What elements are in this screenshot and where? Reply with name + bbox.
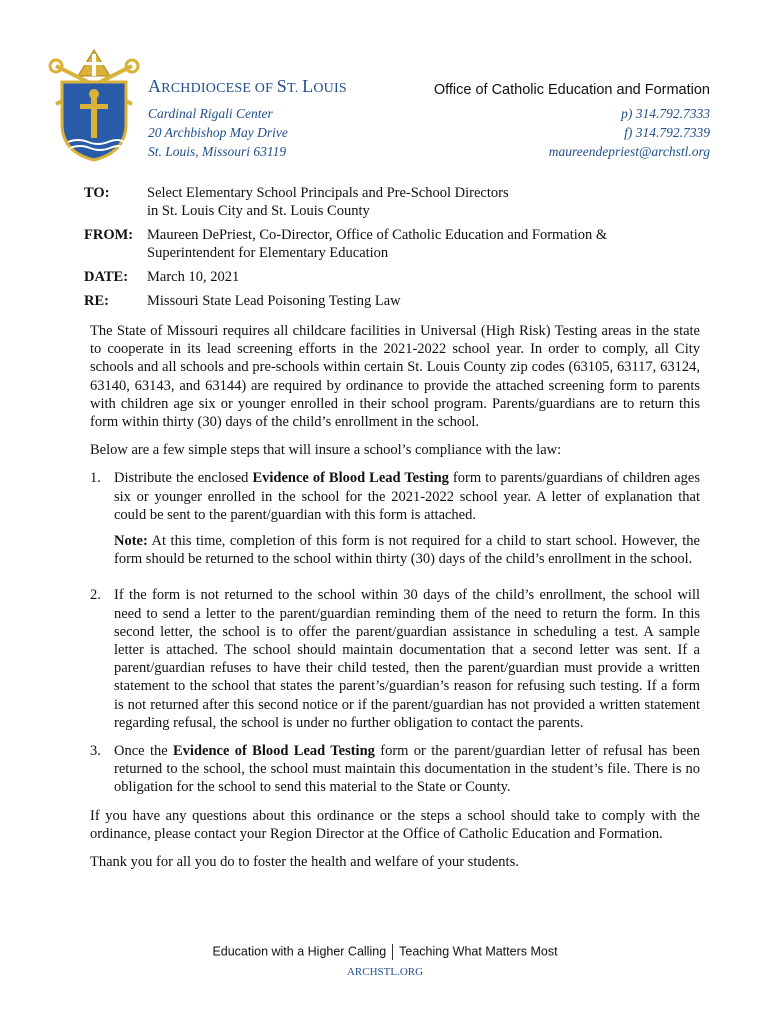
memo-to-line-2: in St. Louis City and St. Louis County: [147, 203, 370, 219]
office-name: Office of Catholic Education and Formation: [433, 82, 710, 98]
memo-date-row: [84, 268, 704, 286]
memo-date-label: DATE:: [84, 269, 129, 285]
step-1: [90, 469, 700, 576]
memo-re-label: RE:: [84, 293, 109, 309]
note-label: Note:: [114, 533, 148, 550]
step-3: [90, 742, 700, 797]
memo-from-line-2: Superintendent for Elementary Education: [147, 245, 389, 261]
memo-header: [84, 184, 704, 316]
memo-from-line-1: Maureen DePriest, Co-Director, Office of Catholic Education and Formation &: [147, 227, 608, 243]
memo-from-row: [84, 226, 704, 262]
archdiocese-crest-logo: [48, 46, 140, 164]
letter-body: [90, 322, 700, 881]
note-text: At this time, completion of this form is not required for a child to start school. However, the form should be returned to the school within thirty (30) days of the child’s enrollment in the school.: [114, 533, 700, 568]
footer-motto: [0, 944, 770, 960]
step-3-text-a: Once the: [114, 743, 174, 760]
footer-website-link[interactable]: ARCHSTL.ORG: [346, 966, 424, 978]
email-address[interactable]: maureendepriest@archstl.org: [548, 144, 710, 159]
memo-from-value: [147, 226, 704, 262]
motto-separator: [392, 944, 393, 960]
steps-intro-paragraph: Below are a few simple steps that will insure a school’s compliance with the law:: [90, 442, 562, 459]
step-2-text: If the form is not returned to the school within 30 days of the child’s enrollment, the school will need to send a letter to the parent/guardian reminding them of the need to return the form. In this second letter, the school is to offer the parent/guardian assistance in scheduling a test. A sample letter is attached. The school should maintain documentation that a second letter was sent. If a parent/guardian refuses to have their child tested, then the parent/guardian must provide a written statement to the school that states the parent’s/guardian’s reason for refusing such testing. If a form is not returned after this second notice or if the parent/guardian has not provided a written statement regarding refusal, the school is under no further obligation to contact the parents.: [114, 587, 700, 731]
step-2-number: 2.: [90, 587, 101, 604]
memo-date-value: March 10, 2021: [147, 269, 240, 285]
step-2: [90, 586, 700, 732]
step-1-text: [114, 469, 700, 576]
step-3-text: [114, 742, 700, 797]
address-line-2: 20 Archbishop May Drive: [148, 125, 288, 140]
step-1-note: [114, 532, 700, 568]
step-1-text-b: form to parents/guardians of children ages six or younger enrolled in the school for the 2021-2022 school year. A letter of explanation that could be sent to the parent/guardian with this form is attached.: [114, 470, 701, 523]
memo-to-line-1: Select Elementary School Principals and Pre-School Directors: [147, 185, 509, 201]
step-3-form-name: Evidence of Blood Lead Testing: [173, 743, 375, 760]
questions-paragraph: If you have any questions about this ordinance or the steps a school should take to comply with the ordinance, please contact your Region Director at the Office of Catholic Education and Formation.: [90, 807, 700, 842]
motto-right: Teaching What Matters Most: [399, 944, 558, 959]
intro-paragraph: The State of Missouri requires all childcare facilities in Universal (High Risk) Testing areas in the state to cooperate in its lead screening efforts in the 2021-2022 school year. In order to comply, all City schools and all schools and pre-schools within certain St. Louis County zip codes (63105, 63117, 63124, 63140, 63143, and 63144) are required by ordinance to provide the attached screening form to parents with children age six or younger enrolled in their school program. Parents/guardians are to return this form within thirty (30) days of the child’s enrollment in the school.: [90, 323, 700, 431]
memo-re-row: [84, 292, 704, 310]
phone-number: p) 314.792.7333: [621, 106, 710, 121]
fax-number: f) 314.792.7339: [624, 125, 710, 140]
address-line-1: Cardinal Rigali Center: [148, 106, 273, 121]
step-1-form-name: Evidence of Blood Lead Testing: [252, 470, 449, 487]
step-1-text-a: Distribute the enclosed: [114, 470, 253, 487]
step-3-text-b: form or the parent/guardian letter of refusal has been returned to the school, the school must maintain this documentation in the student’s file. There is no obligation for the school to send this material to the State or County.: [114, 743, 701, 796]
address-line-3: St. Louis, Missouri 63119: [148, 144, 287, 159]
step-3-number: 3.: [90, 743, 101, 760]
memo-re-value: Missouri State Lead Poisoning Testing Law: [147, 293, 401, 309]
memo-from-label: FROM:: [84, 227, 134, 243]
memo-to-label: TO:: [84, 185, 110, 201]
address-block: [148, 104, 288, 161]
memo-to-row: [84, 184, 704, 220]
motto-left: Education with a Higher Calling: [212, 944, 387, 959]
contact-block: [549, 104, 710, 161]
memo-to-value: [147, 184, 704, 220]
archdiocese-name: ARCHDIOCESE OF ST. LOUIS: [148, 76, 347, 96]
thanks-paragraph: Thank you for all you do to foster the health and welfare of your students.: [90, 854, 519, 871]
step-1-number: 1.: [90, 470, 101, 487]
